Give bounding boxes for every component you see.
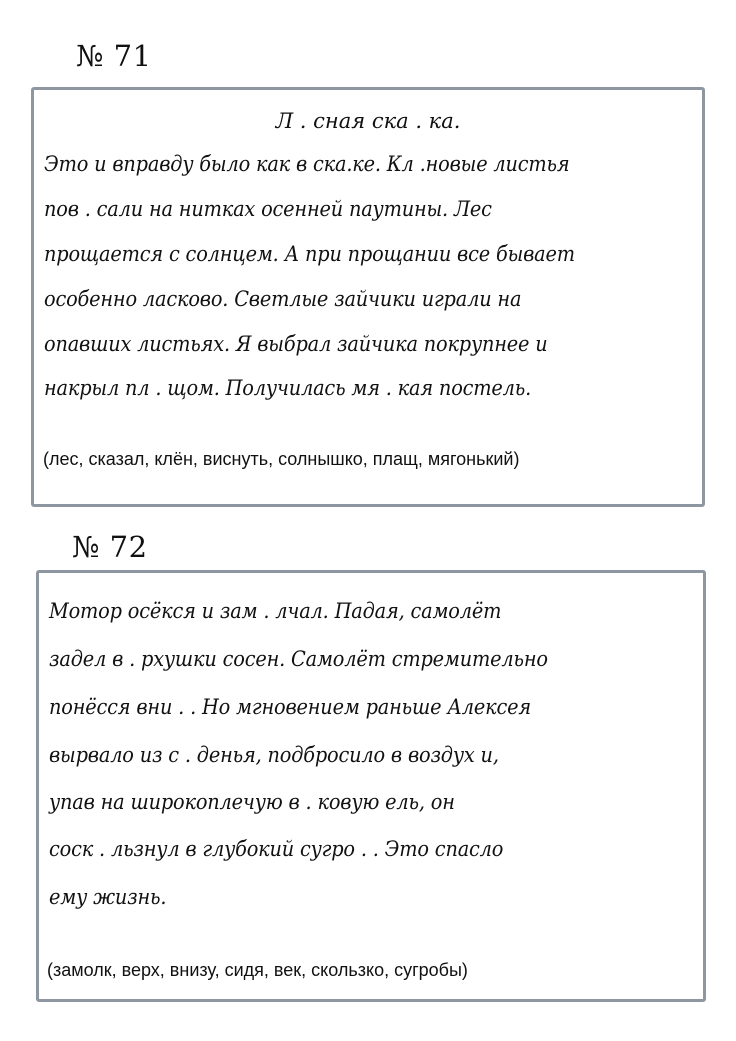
exercise-71-line-3: прощается с солнцем. А при прощании все бывает <box>44 242 575 266</box>
exercise-71-line-4: особенно ласково. Светлые зайчики играли на <box>44 287 522 311</box>
exercise-71-line-2: пов . сали на нитках осенней паутины. Лес <box>44 197 492 221</box>
exercise-71-title: Л . сная ска . ка. <box>275 109 461 133</box>
exercise-72-box <box>36 570 706 1002</box>
exercise-72-line-7: ему жизнь. <box>49 885 167 909</box>
exercise-72-line-1: Мотор осёкся и зам . лчал. Падая, самолёт <box>49 599 502 623</box>
exercise-71-line-5: опавших листьях. Я выбрал зайчика покрупнее и <box>44 332 548 356</box>
exercise-72-line-2: задел в . рхушки сосен. Самолёт стремительно <box>49 647 548 671</box>
exercise-72-line-3: понёсся вни . . Но мгновением раньше Алексея <box>49 695 531 719</box>
exercise-72-line-6: соск . льзнул в глубокий сугро . . Это спасло <box>49 837 504 861</box>
exercise-71-line-1: Это и вправду было как в ска.ке. Кл .новые листья <box>44 152 570 176</box>
exercise-71-line-6: накрыл пл . щом. Получилась мя . кая постель. <box>44 376 532 400</box>
exercise-72-line-5: упав на широкоплечую в . ковую ель, он <box>49 790 455 814</box>
exercise-72-line-4: вырвало из с . денья, подбросило в воздух и, <box>49 743 499 767</box>
exercise-71-number: № 71 <box>76 39 152 73</box>
exercise-71-box <box>31 87 705 507</box>
exercise-72-number: № 72 <box>72 530 148 564</box>
exercise-71-hint: (лес, сказал, клён, виснуть, солнышко, плащ, мягонький) <box>43 449 520 469</box>
exercise-72-hint: (замолк, верх, внизу, сидя, век, скользко, сугробы) <box>47 960 468 980</box>
